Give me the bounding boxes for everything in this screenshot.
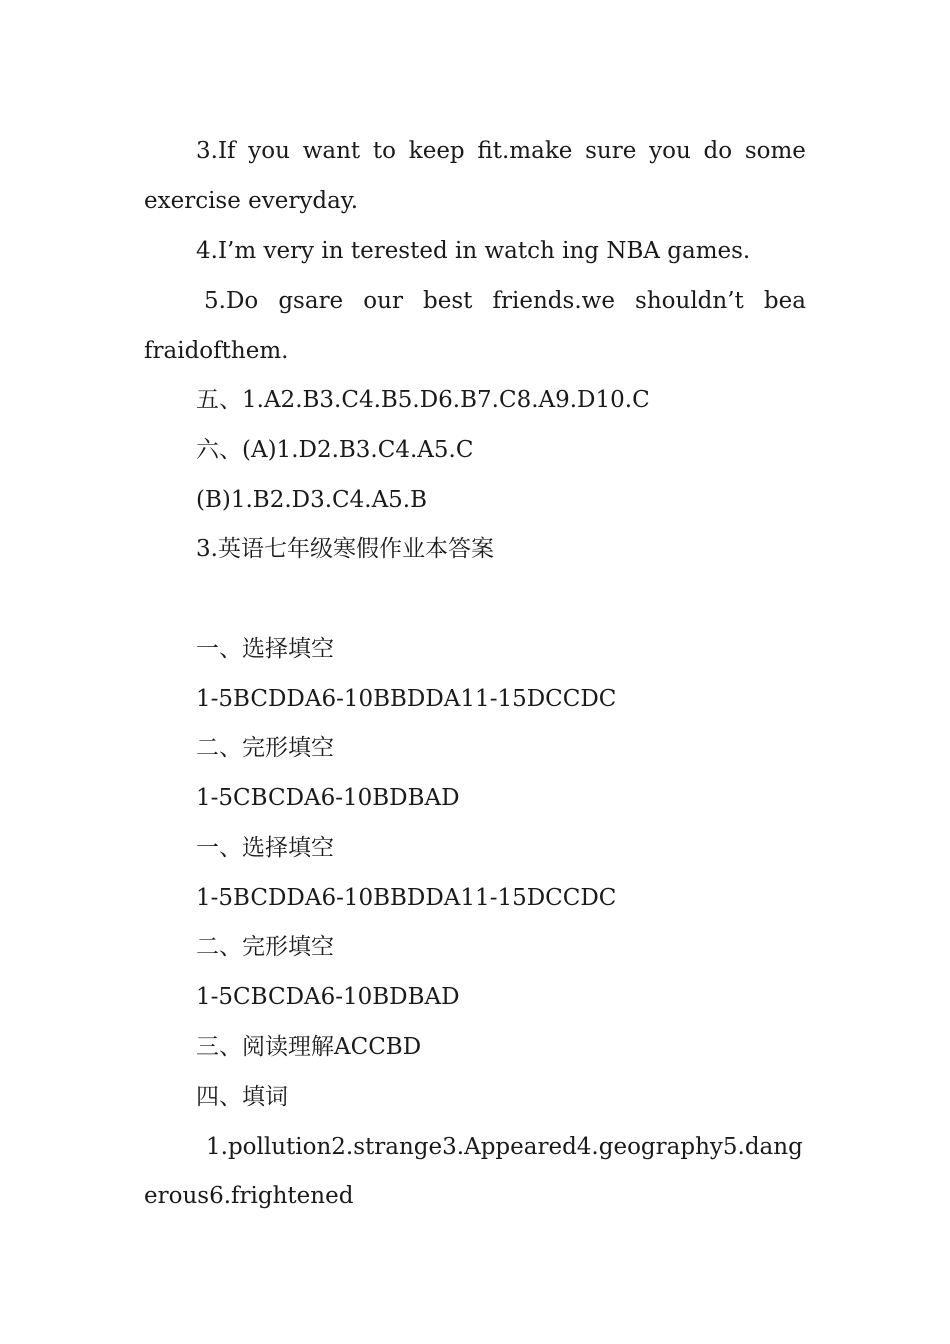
heading-fill-words: 四、填词 (196, 1084, 288, 1110)
word: do (703, 138, 733, 164)
heading-choice-fill: 一、选择填空 (196, 835, 334, 861)
word: fit.make (477, 138, 573, 164)
word: you (248, 138, 290, 164)
word: shouldn’t (635, 288, 744, 314)
answer-section-5: 五、1.A2.B3.C4.B5.D6.B7.C8.A9.D10.C (196, 387, 650, 413)
word: keep (408, 138, 465, 164)
word: some (744, 138, 806, 164)
word: best (423, 288, 473, 314)
section-heading: 3.英语七年级寒假作业本答案 (196, 536, 494, 562)
fill-words-line-1: 1.pollution2.strange3.Appeared4.geography5.dang (206, 1134, 803, 1160)
answer-line: 1-5CBCDA6-10BDBAD (196, 785, 460, 811)
word: 5.Do (204, 288, 259, 314)
word: want (302, 138, 361, 164)
word: our (363, 288, 403, 314)
heading-reading: 三、阅读理解ACCBD (196, 1034, 422, 1060)
heading-choice-fill: 一、选择填空 (196, 636, 334, 662)
answer-line: 1-5CBCDA6-10BDBAD (196, 984, 460, 1010)
answer-section-6a: 六、(A)1.D2.B3.C4.A5.C (196, 437, 474, 463)
answer-line: 1-5BCDDA6-10BBDDA11-15DCCDC (196, 686, 617, 712)
word: sure (585, 138, 637, 164)
paragraph-5-line-1 (144, 286, 806, 316)
word: friends.we (492, 288, 615, 314)
word: you (649, 138, 691, 164)
word: 3.If (196, 138, 236, 164)
answer-line: 1-5BCDDA6-10BBDDA11-15DCCDC (196, 885, 617, 911)
word: gsare (278, 288, 344, 314)
answer-section-6b: (B)1.B2.D3.C4.A5.B (196, 487, 428, 513)
paragraph-5-line-2: fraidofthem. (144, 338, 289, 364)
heading-cloze: 二、完形填空 (196, 934, 334, 960)
fill-words-line-2: erous6.frightened (144, 1183, 354, 1209)
heading-cloze: 二、完形填空 (196, 735, 334, 761)
paragraph-3-line-2: exercise everyday. (144, 188, 359, 214)
paragraph-4-line-1: 4.I’m very in terested in watch ing NBA games. (196, 238, 751, 264)
word: to (372, 138, 397, 164)
paragraph-3-line-1 (144, 136, 806, 166)
word: bea (763, 288, 806, 314)
